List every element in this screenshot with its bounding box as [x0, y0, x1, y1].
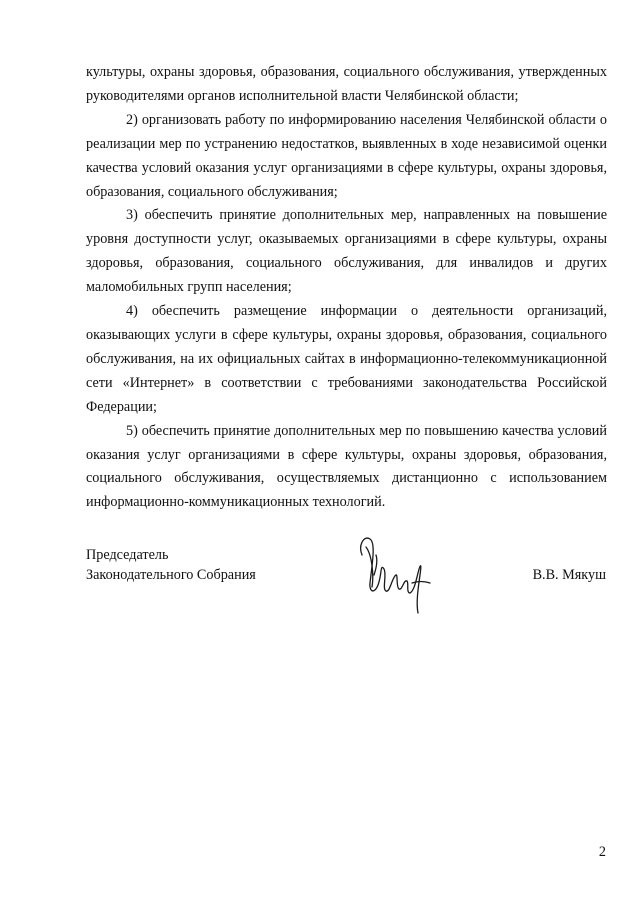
paragraph-item-4: 4) обеспечить размещение информации о деятельности организаций, оказывающих услуги в сфере культуры, охраны здоровья, образования, социального обслуживания, на их официальных сайтах в информационно-телекоммуникационной сети «Интернет» в соответствии с требованиями законодательства Российской Федерации;	[86, 303, 607, 415]
paragraph-continuation: культуры, охраны здоровья, образования, социального обслуживания, утвержденных руководителями органов исполнительной власти Челябинской области;	[86, 64, 607, 104]
document-body	[86, 61, 607, 515]
paragraph-item-3: 3) обеспечить принятие дополнительных мер, направленных на повышение уровня доступности услуг, оказываемых организациями в сфере культуры, охраны здоровья, образования, социального обслуживания, для инвалидов и других маломобильных групп населения;	[86, 207, 607, 296]
signatory-name: В.В. Мякуш	[532, 567, 606, 583]
handwritten-signature	[352, 525, 442, 620]
paragraph-item-5: 5) обеспечить принятие дополнительных мер по повышению качества условий оказания услуг организациями в сфере культуры, охраны здоровья, образования, социального обслуживания, осуществляемых дистанционно с использованием информационно-коммуникационных технологий.	[86, 422, 607, 511]
signatory-title-line-2: Законодательного Собрания	[86, 567, 256, 583]
paragraph-item-2: 2) организовать работу по информированию населения Челябинской области о реализации мер по устранению недостатков, выявленных в ходе независимой оценки качества условий оказания услуг организациями в сфере культуры, охраны здоровья, образования, социального обслуживания;	[86, 111, 607, 200]
signatory-title-line-1: Председатель	[86, 547, 169, 563]
signatory-title	[86, 545, 256, 585]
page-number: 2	[598, 844, 606, 860]
